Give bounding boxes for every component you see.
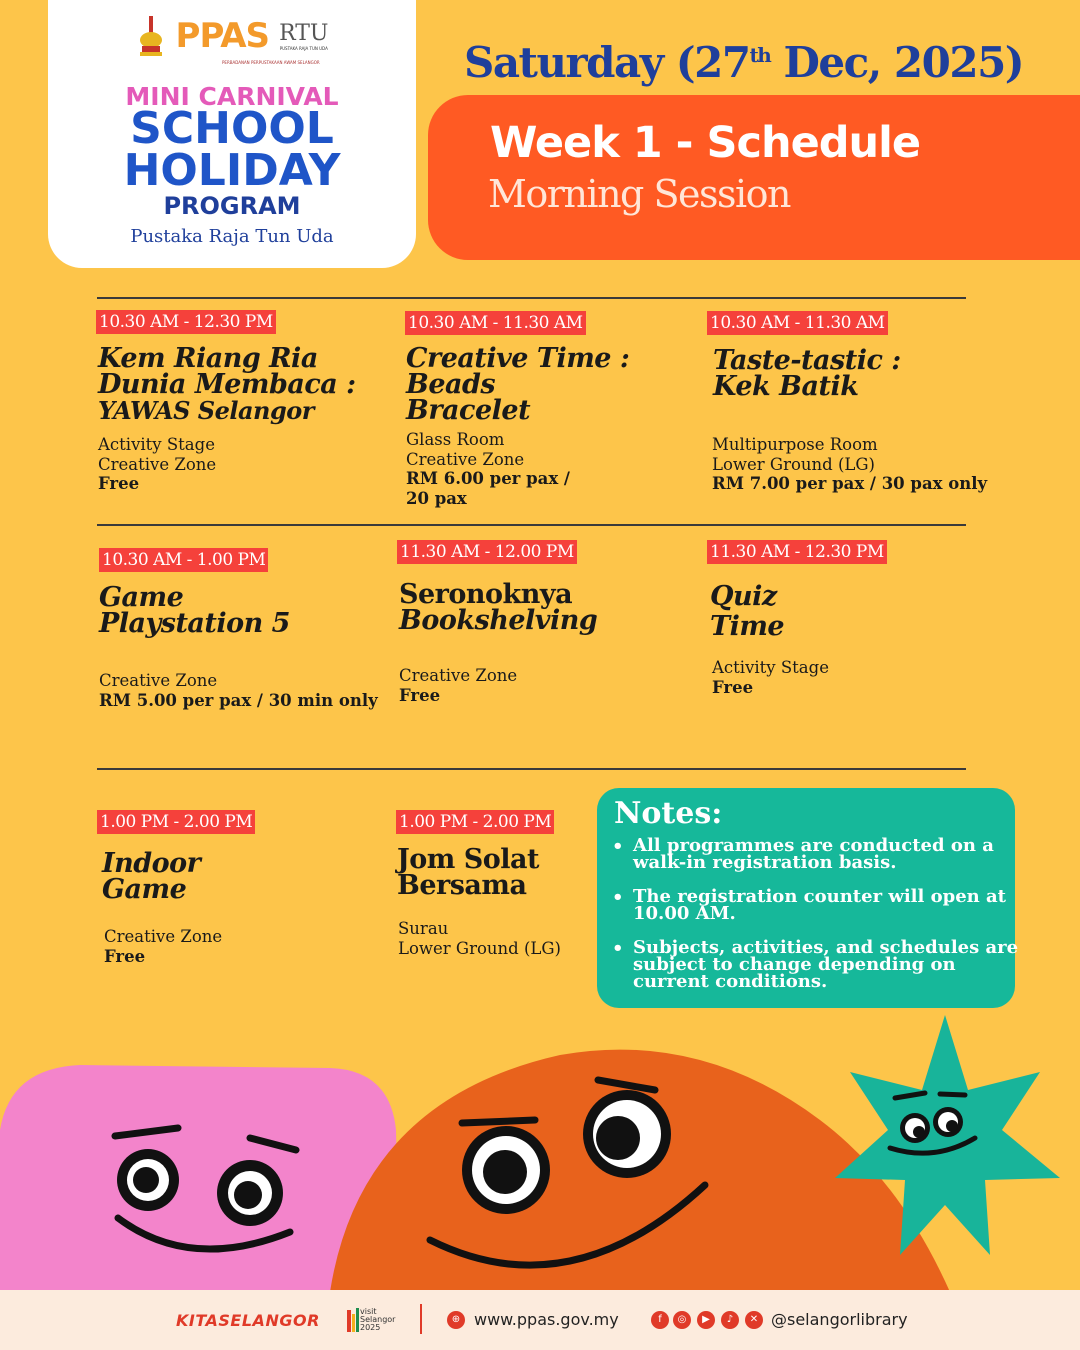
divider xyxy=(97,297,966,299)
note-item: • All programmes are conducted on a walk-in registration basis. xyxy=(612,835,994,873)
event-title: Jom Solat Bersama xyxy=(397,844,539,901)
globe-icon: ⊕ xyxy=(447,1311,465,1329)
program-logo-card xyxy=(48,0,416,268)
selangor-crest-icon xyxy=(136,14,166,58)
visit-selangor-logo: visit Selangor 2025 xyxy=(346,1306,406,1336)
event-time-tag: 10.30 AM - 1.00 PM xyxy=(99,548,268,572)
event-time-tag: 1.00 PM - 2.00 PM xyxy=(396,810,554,834)
program-line-mini-carnival: MINI CARNIVAL xyxy=(125,82,339,111)
program-line-school: SCHOOL xyxy=(130,103,334,154)
event-time-tag: 1.00 PM - 2.00 PM xyxy=(97,810,255,834)
event-time-tag: 10.30 AM - 12.30 PM xyxy=(96,310,276,334)
note-item: • Subjects, activities, and schedules are subject to change depending on current conditions. xyxy=(612,937,1019,992)
ppas-logo-subtitle: PERBADANAN PERPUSTAKAAN AWAM SELANGOR xyxy=(222,60,320,65)
session-title: Morning Session xyxy=(488,172,790,216)
event-details: Surau Lower Ground (LG) xyxy=(398,919,561,958)
event-title: Creative Time : Beads Bracelet xyxy=(406,343,630,426)
divider xyxy=(97,768,966,770)
ppas-logo: PPAS xyxy=(175,16,270,56)
tiktok-icon[interactable]: ♪ xyxy=(721,1311,739,1329)
youtube-icon[interactable]: ▶ xyxy=(697,1311,715,1329)
event-time-tag: 11.30 AM - 12.00 PM xyxy=(397,540,577,564)
event-time-tag: 11.30 AM - 12.30 PM xyxy=(707,540,887,564)
event-details: Activity Stage Free xyxy=(712,658,829,697)
event-title: Taste-tastic : Kek Batik xyxy=(713,345,901,402)
footer-divider xyxy=(420,1304,422,1334)
event-details: Activity Stage Creative Zone Free xyxy=(98,435,217,493)
website-link[interactable]: www.ppas.gov.my xyxy=(474,1310,619,1329)
divider xyxy=(97,524,966,526)
event-title: Quiz Time xyxy=(710,581,785,642)
event-details: Glass Room Creative Zone RM 6.00 per pax / 20 pax xyxy=(406,430,570,508)
social-handle[interactable]: @selangorlibrary xyxy=(771,1310,908,1329)
mascot-illustration xyxy=(0,1010,1080,1292)
facebook-icon[interactable]: f xyxy=(651,1311,669,1329)
note-item: • The registration counter will open at 10.00 AM. xyxy=(612,886,1006,924)
event-date-title: Saturday (27th Dec, 2025) xyxy=(464,38,1024,87)
kita-selangor-logo: KITASELANGOR xyxy=(176,1311,320,1330)
event-title: Indoor Game xyxy=(102,848,201,905)
visit-selangor-icon xyxy=(346,1306,360,1332)
program-line-program: PROGRAM xyxy=(163,192,301,220)
event-time-tag: 10.30 AM - 11.30 AM xyxy=(405,311,586,335)
event-time-tag: 10.30 AM - 11.30 AM xyxy=(707,311,888,335)
event-title: Kem Riang Ria Dunia Membaca : YAWAS Selangor xyxy=(98,343,356,425)
notes-title: Notes: xyxy=(614,796,723,831)
sponsor-logos xyxy=(48,14,416,58)
event-details: Multipurpose Room Lower Ground (LG) RM 7.00 per pax / 30 pax only xyxy=(712,435,988,493)
event-title: Seronoknya Bookshelving xyxy=(399,579,598,636)
rtu-logo: RTU PUSTAKA RAJA TUN UDA xyxy=(279,21,329,51)
event-title: Game Playstation 5 xyxy=(99,582,290,639)
event-details: Creative Zone Free xyxy=(104,927,223,966)
week-schedule-title: Week 1 - Schedule xyxy=(490,118,921,168)
x-icon[interactable]: ✕ xyxy=(745,1311,763,1329)
library-name: Pustaka Raja Tun Uda xyxy=(130,226,334,247)
instagram-icon[interactable]: ◎ xyxy=(673,1311,691,1329)
event-details: Creative Zone RM 5.00 per pax / 30 min only xyxy=(99,671,378,710)
program-line-holiday: HOLIDAY xyxy=(123,145,341,196)
event-details: Creative Zone Free xyxy=(399,666,518,705)
